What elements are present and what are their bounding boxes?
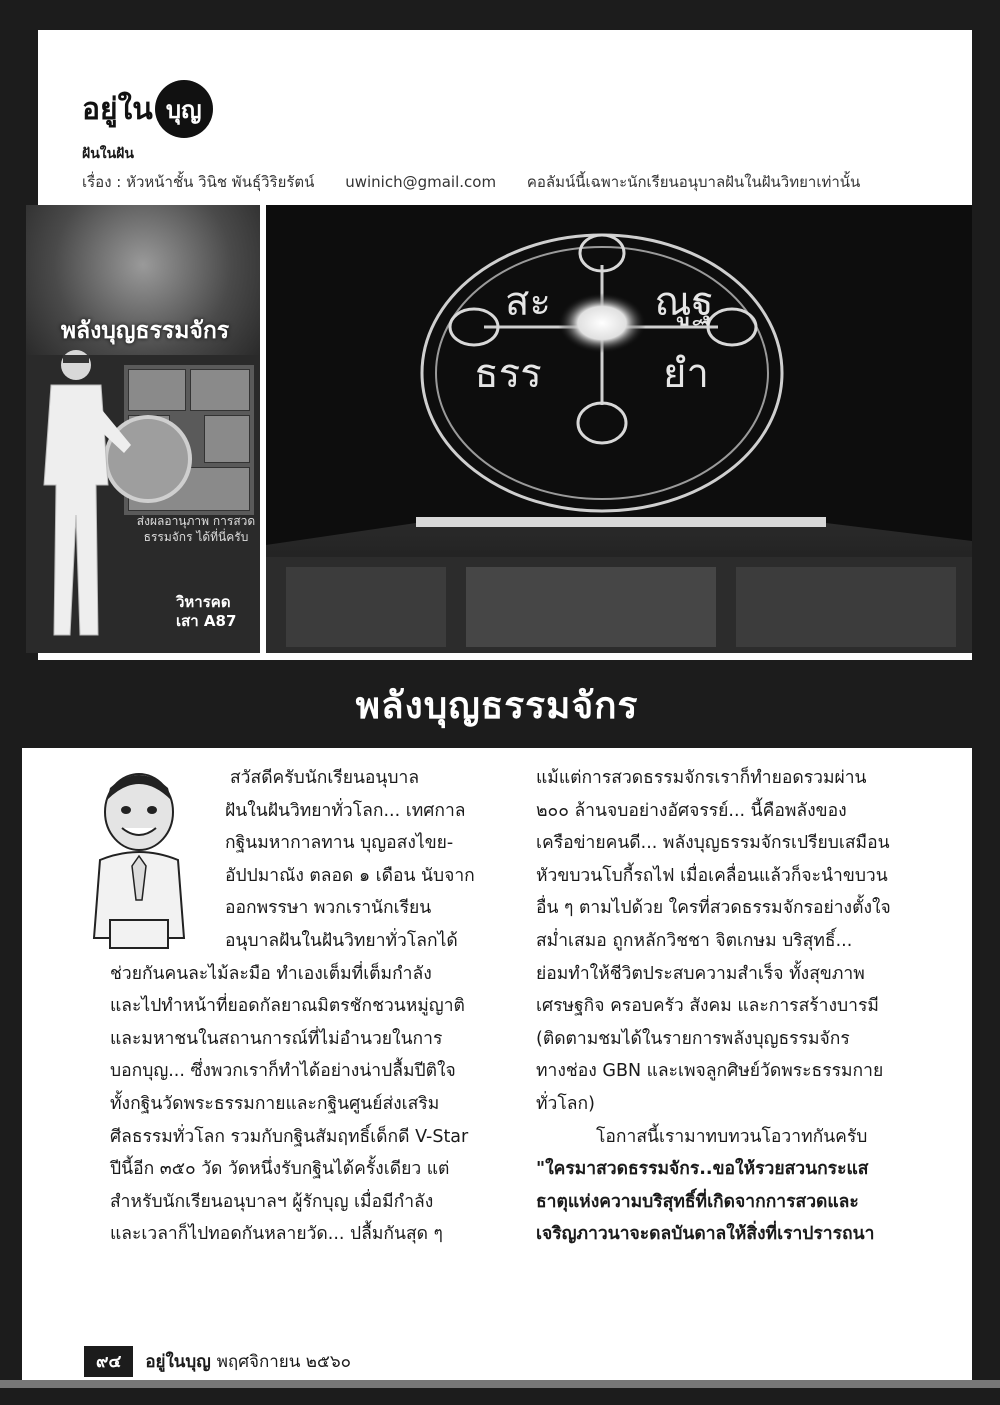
right-line-11: ทั่วโลก) [536, 1093, 595, 1114]
article-headline: พลังบุญธรรมจักร [355, 684, 639, 727]
right-line-6: สม่ำเสมอ ถูกหลักวิชชา จิตเกษม บริสุทธิ์... [536, 930, 853, 951]
circle-char-3: ธรร [474, 351, 542, 397]
byline-author: เรื่อง : หัวหน้าชั้น วินิช พันธุ์วิริยรัตน์ [82, 173, 315, 191]
logo-circle: บุญ [155, 80, 213, 138]
page-frame-bottom-stripe [0, 1380, 1000, 1388]
right-line-1: แม้แต่การสวดธรรมจักรเราก็ทำยอดรวมผ่าน [536, 768, 867, 788]
page-number: ๙๔ [84, 1346, 133, 1377]
location-line-1: วิหารคด [176, 593, 231, 611]
circle-char-4: ยำ [663, 351, 709, 397]
poster-caption: ส่งผลอานุภาพ การสวดธรรมจักร ได้ที่นี่ครับ [136, 514, 256, 544]
magazine-logo [82, 80, 213, 138]
right-line-2: ๒๐๐ ล้านจบอย่างอัศจรรย์... นี้คือพลังของ [536, 800, 847, 821]
right-line-7: ย่อมทำให้ชีวิตประสบความสำเร็จ ทั้งสุขภาพ [536, 963, 865, 984]
aerial-ceremony-photo [266, 205, 972, 653]
poster-image [26, 205, 260, 653]
article-left-column [110, 762, 510, 1251]
right-line-3: เครือข่ายคนดี... พลังบุญธรรมจักรเปรียบเสมือน [536, 833, 890, 854]
left-line-1: สวัสดีครับนักเรียนอนุบาล [230, 768, 420, 788]
logo-text: อยู่ใน [82, 91, 153, 127]
left-line-6: อนุบาลฝันในฝันวิทยาทั่วโลกได้ [225, 930, 458, 951]
right-line-12: โอกาสนี้เรามาทบทวนโอวาทกันครับ [596, 1126, 868, 1147]
circle-char-2: ณูฐ [654, 279, 714, 325]
page-frame-top [0, 0, 1000, 30]
left-line-14: สำหรับนักเรียนอนุบาลฯ ผู้รักบุญ เมื่อมีกำลัง [110, 1191, 434, 1212]
right-line-8: เศรษฐกิจ ครอบครัว สังคม และการสร้างบารมี [536, 996, 879, 1017]
left-line-11: ทั้งกฐินวัดพระธรรมกายและกฐินศูนย์ส่งเสริม [110, 1093, 440, 1114]
left-line-8: และไปทำหน้าที่ยอดกัลยาณมิตรชักชวนหมู่ญาติ [110, 996, 465, 1017]
left-line-2: ฝันในฝันวิทยาทั่วโลก... เทศกาล [225, 800, 466, 821]
left-line-10: บอกบุญ... ซึ่งพวกเราก็ทำได้อย่างน่าปลื้มปีติใจ [110, 1061, 456, 1082]
left-line-5: ออกพรรษา พวกเรานักเรียน [225, 898, 432, 919]
page-frame-bottom [0, 1388, 1000, 1405]
dhammachakra-circle-graphic [266, 205, 972, 653]
footer-magazine-name: อยู่ในบุญ [145, 1352, 211, 1372]
location-stamp [176, 593, 236, 631]
left-line-7: ช่วยกันคนละไม้ละมือ ทำเองเต็มที่เต็มกำลัง [110, 963, 432, 984]
quote-line-1: "ใครมาสวดธรรมจักร..ขอให้รวยสวนกระแส [536, 1159, 869, 1180]
left-line-4: อัปปมาณัง ตลอด ๑ เดือน นับจาก [225, 865, 475, 886]
page-footer [84, 1346, 351, 1377]
location-line-2: เสา A87 [176, 612, 237, 630]
left-line-3: กฐินมหากาลทาน บุญอสงไขย- [225, 833, 454, 854]
poster-title: พลังบุญธรรมจักร [60, 318, 230, 344]
quote-line-3: เจริญภาวนาจะดลบันดาลให้สิ่งที่เราปรารถนา [536, 1224, 875, 1245]
byline-email: uwinich@gmail.com [345, 173, 497, 191]
circle-char-1: สะ [505, 279, 551, 325]
left-line-15: และเวลาก็ไปทอดกันหลายวัด... ปลื้มกันสุด ๆ [110, 1224, 443, 1245]
footer-issue: พฤศจิกายน ๒๕๖๐ [216, 1352, 352, 1372]
byline-note: คอลัมน์นี้เฉพาะนักเรียนอนุบาลฝันในฝันวิทยาเท่านั้น [526, 173, 861, 191]
byline [82, 170, 886, 194]
column-name: ฝันในฝัน [82, 146, 134, 162]
page-frame-right [972, 0, 1000, 1405]
left-line-9: และมหาชนในสถานการณ์ที่ไม่อำนวยในการ [110, 1028, 443, 1049]
right-line-10: ทางช่อง GBN และเพจลูกศิษย์วัดพระธรรมกาย [536, 1061, 884, 1082]
right-line-9: (ติดตามชมได้ในรายการพลังบุญธรรมจักร [536, 1028, 850, 1049]
article-right-column [536, 762, 926, 1251]
quote-line-2: ธาตุแห่งความบริสุทธิ์ที่เกิดจากการสวดและ [536, 1191, 859, 1212]
man-figure [36, 345, 136, 645]
page-frame-left-lower [0, 675, 22, 1388]
right-line-4: หัวขบวนโบกี้รถไฟ เมื่อเคลื่อนแล้วก็จะนำขบวน [536, 865, 888, 886]
left-line-12: ศีลธรรมทั่วโลก รวมกับกฐินสัมฤทธิ์เด็กดี V-Star [110, 1126, 469, 1147]
right-line-5: อื่น ๆ ตามไปด้วย ใครที่สวดธรรมจักรอย่างตั้งใจ [536, 898, 891, 919]
left-line-13: ปีนี้อีก ๓๕๐ วัด วัดหนึ่งรับกฐินได้ครั้งเดียว แต่ [110, 1159, 450, 1180]
